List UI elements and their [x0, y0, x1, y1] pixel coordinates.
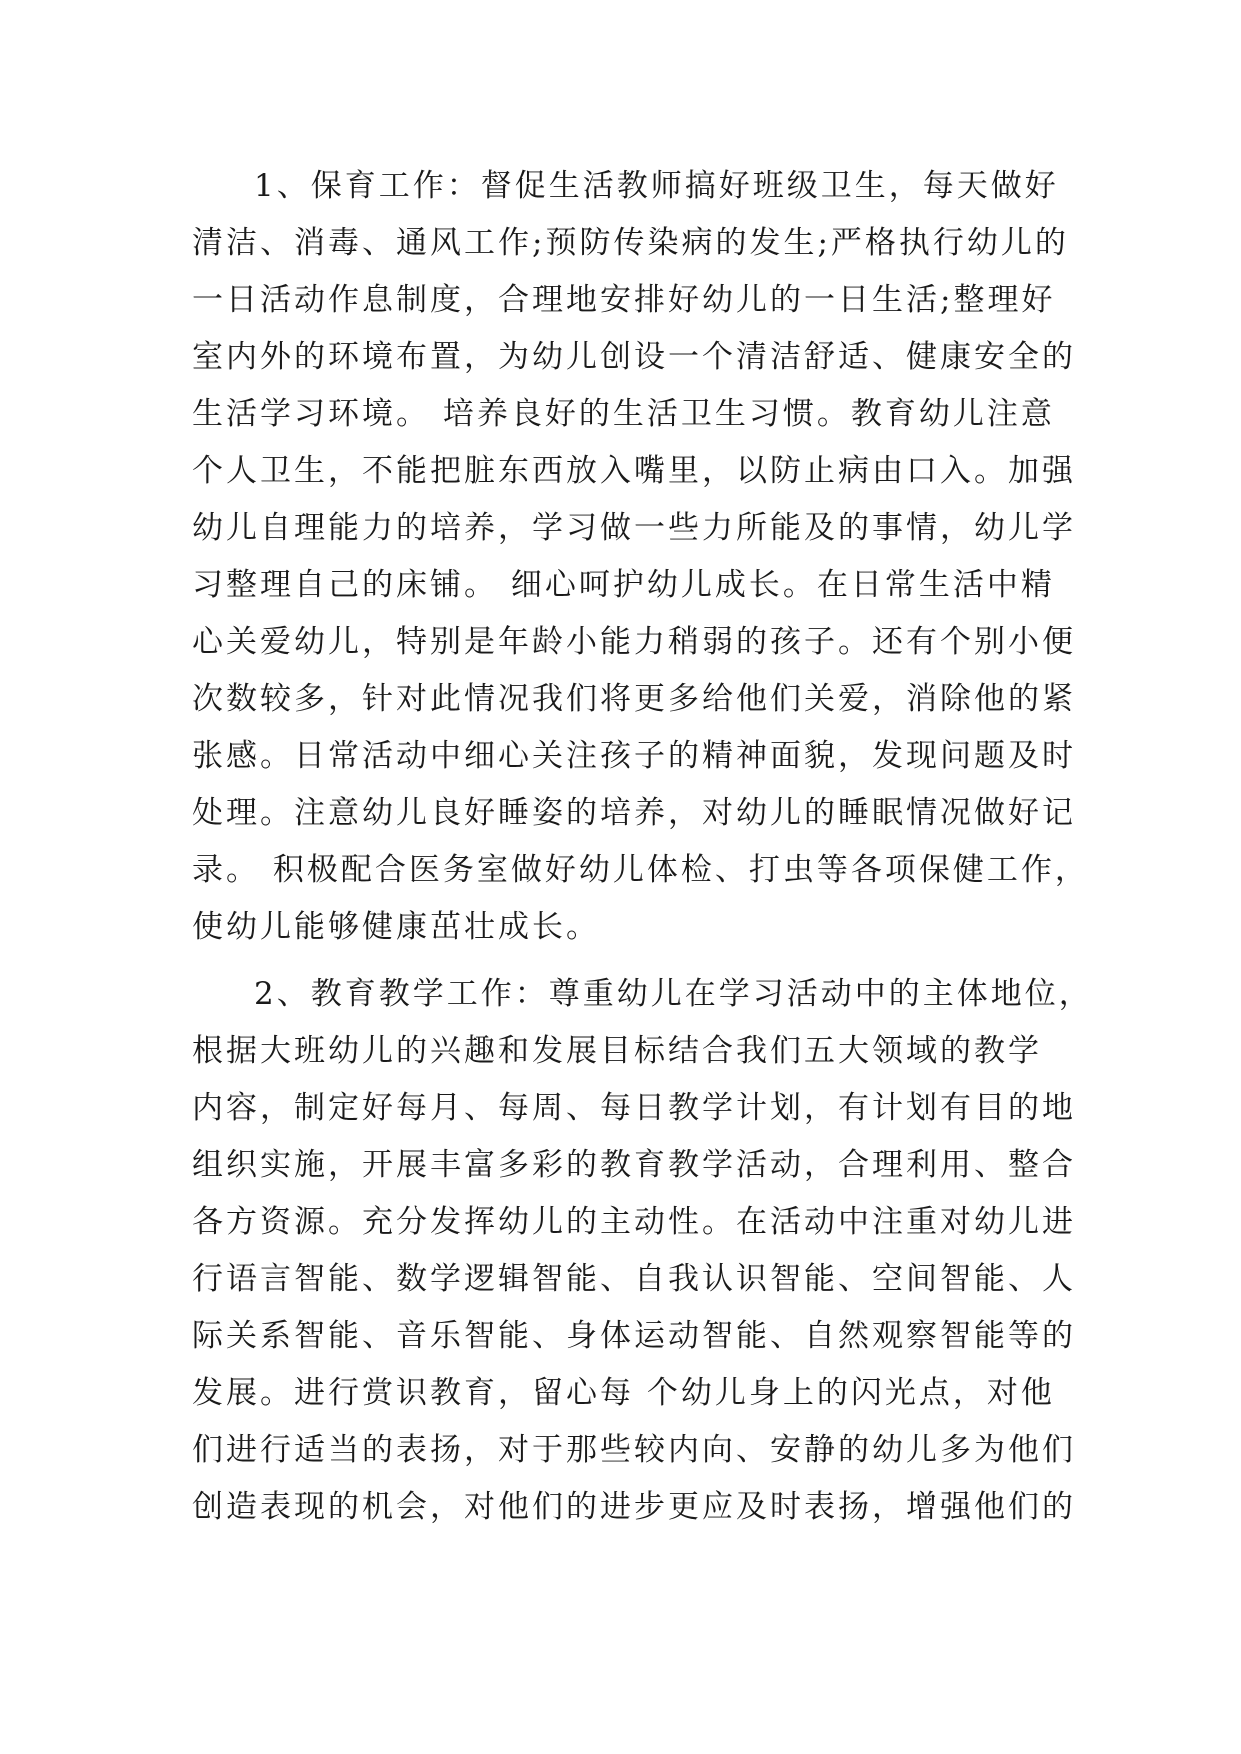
paragraph-1 — [192, 158, 1089, 956]
paragraph-2 — [192, 966, 1093, 1536]
text-line: 1、保育工作：督促生活教师搞好班级卫生，每天做好 — [254, 168, 1059, 204]
text-line: 行语言智能、数学逻辑智能、自我认识智能、空间智能、人 — [192, 1261, 1076, 1297]
text-line: 生活学习环境。 培养良好的生活卫生习惯。教育幼儿注意 — [192, 396, 1055, 432]
text-line: 们进行适当的表扬，对于那些较内向、安静的幼儿多为他们 — [192, 1432, 1076, 1468]
text-line: 各方资源。充分发挥幼儿的主动性。在活动中注重对幼儿进 — [192, 1204, 1076, 1240]
text-line: 幼儿自理能力的培养，学习做一些力所能及的事情，幼儿学 — [192, 510, 1076, 546]
text-line: 发展。进行赏识教育，留心每 个幼儿身上的闪光点，对他 — [192, 1375, 1055, 1411]
document-body — [192, 158, 1093, 1536]
text-line: 室内外的环境布置，为幼儿创设一个清洁舒适、健康安全的 — [192, 339, 1076, 375]
text-line: 内容，制定好每月、每周、每日教学计划，有计划有目的地 — [192, 1090, 1076, 1126]
text-line: 心关爱幼儿，特别是年龄小能力稍弱的孩子。还有个别小便 — [192, 624, 1076, 660]
paragraph-gap — [192, 956, 1052, 966]
text-line: 习整理自己的床铺。 细心呵护幼儿成长。在日常生活中精 — [192, 567, 1055, 603]
text-line: 一日活动作息制度，合理地安排好幼儿的一日生活;整理好 — [192, 282, 1056, 318]
text-line: 使幼儿能够健康茁壮成长。 — [192, 909, 600, 945]
text-line: 根据大班幼儿的兴趣和发展目标结合我们五大领域的教学 — [192, 1033, 1042, 1069]
text-line: 2、教育教学工作：尊重幼儿在学习活动中的主体地位， — [254, 976, 1093, 1012]
text-line: 创造表现的机会，对他们的进步更应及时表扬，增强他们的 — [192, 1489, 1076, 1525]
text-line: 际关系智能、音乐智能、身体运动智能、自然观察智能等的 — [192, 1318, 1076, 1354]
text-line: 张感。日常活动中细心关注孩子的精神面貌，发现问题及时 — [192, 738, 1076, 774]
text-line: 录。 积极配合医务室做好幼儿体检、打虫等各项保健工作， — [192, 852, 1089, 888]
text-line: 处理。注意幼儿良好睡姿的培养，对幼儿的睡眠情况做好记 — [192, 795, 1076, 831]
text-line: 次数较多，针对此情况我们将更多给他们关爱，消除他的紧 — [192, 681, 1076, 717]
text-line: 组织实施，开展丰富多彩的教育教学活动，合理利用、整合 — [192, 1147, 1076, 1183]
text-line: 清洁、消毒、通风工作;预防传染病的发生;严格执行幼儿的 — [192, 225, 1069, 261]
text-line: 个人卫生，不能把脏东西放入嘴里，以防止病由口入。加强 — [192, 453, 1076, 489]
